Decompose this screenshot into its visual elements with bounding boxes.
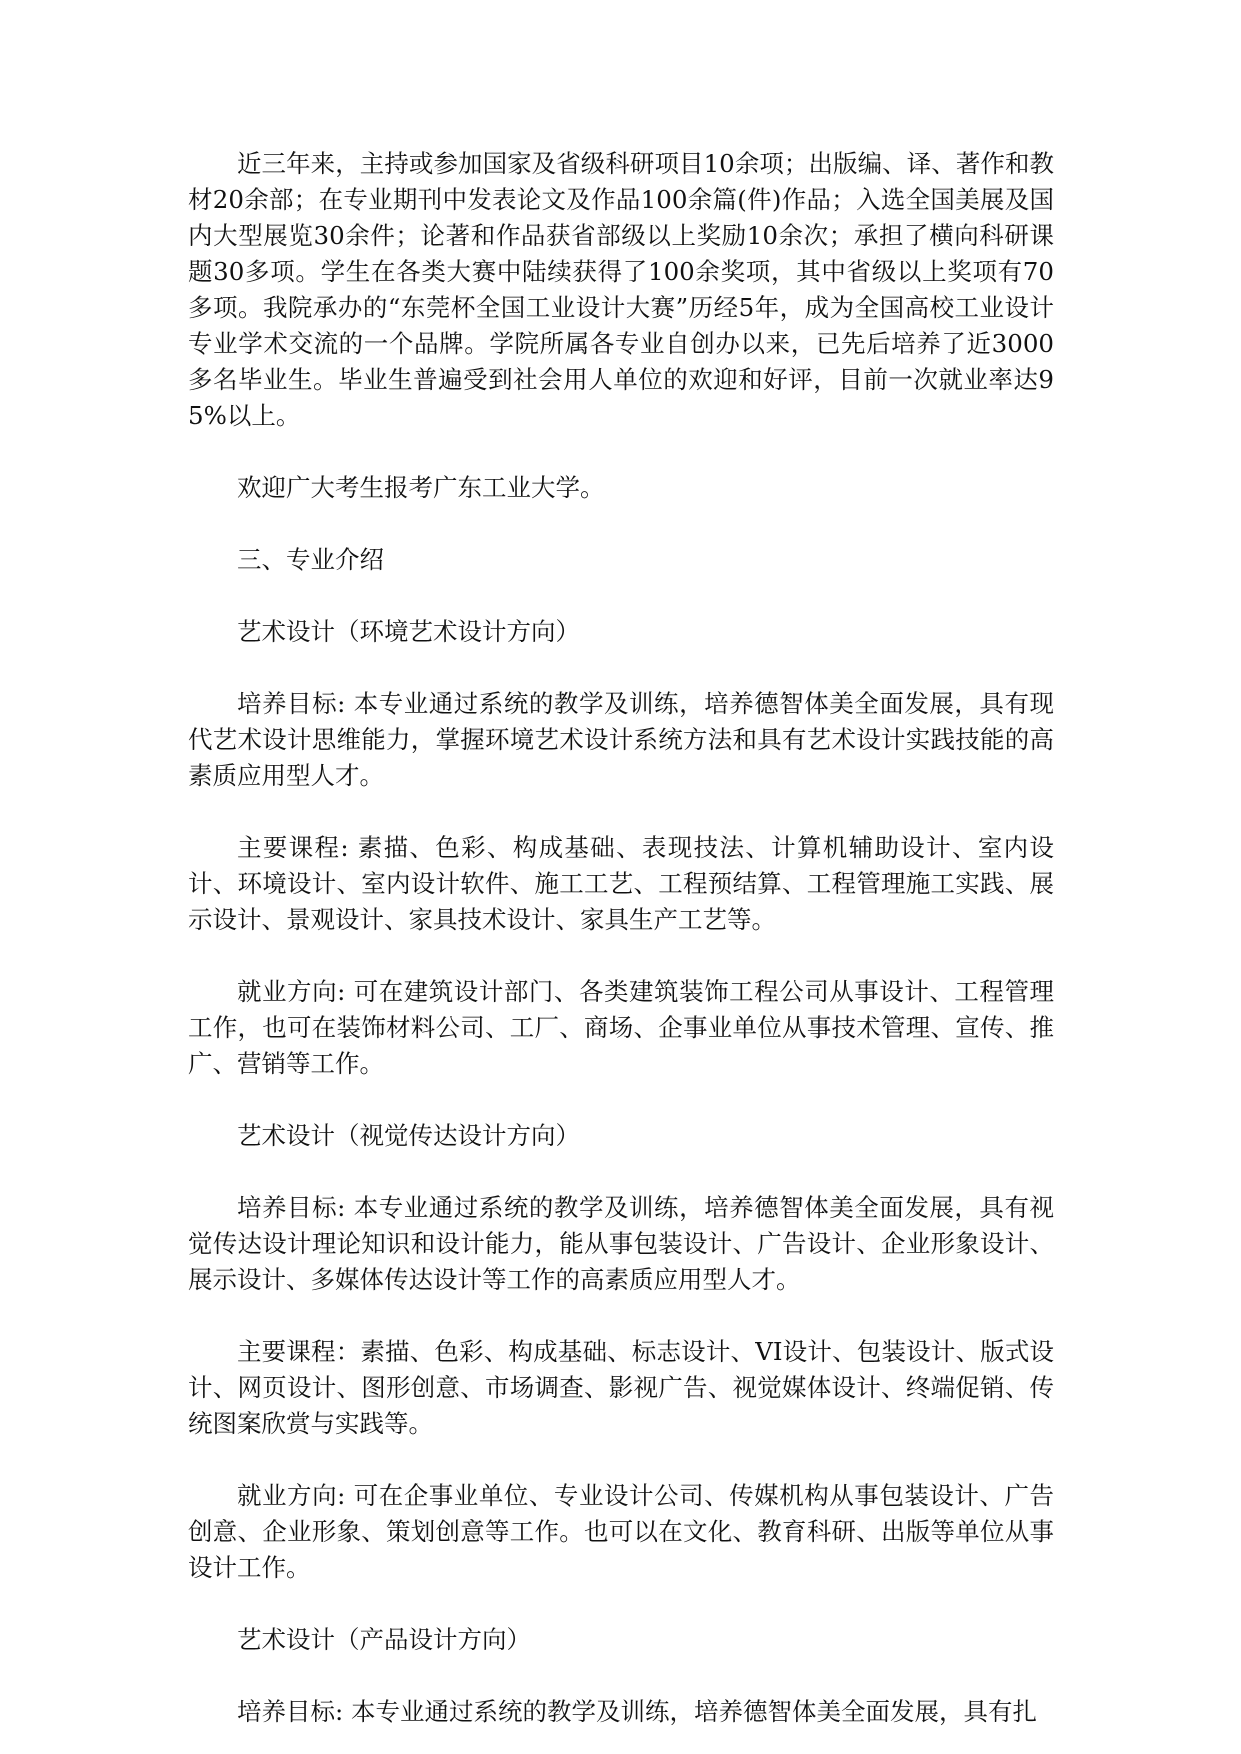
paragraph-env-main-courses: 主要课程: 素描、色彩、构成基础、表现技法、计算机辅助设计、室内设计、环境设计、室内设计软件、施工工艺、工程预结算、工程管理施工实践、展示设计、景观设计、家具技术设计、家具生产工艺等。	[188, 833, 1054, 934]
major-heading-environmental-art: 艺术设计（环境艺术设计方向）	[237, 617, 580, 646]
paragraph-research-achievements: 近三年来，主持或参加国家及省级科研项目10余项；出版编、译、著作和教材20余部；在专业期刊中发表论文及作品100余篇(件)作品；入选全国美展及国内大型展览30余件；论著和作品获省部级以上奖励10余次；承担了横向科研课题30多项。学生在各类大赛中陆续获得了100余奖项，其中省级以上奖项有70多项。我院承办的“东莞杯全国工业设计大赛”历经5年，成为全国高校工业设计专业学术交流的一个品牌。学院所属各专业自创办以来，已先后培养了近3000多名毕业生。毕业生普遍受到社会用人单位的欢迎和好评，目前一次就业率达95%以上。	[188, 149, 1054, 430]
document-page	[188, 146, 1054, 1730]
major-heading-visual-communication: 艺术设计（视觉传达设计方向）	[237, 1121, 580, 1150]
paragraph-env-training-goal: 培养目标: 本专业通过系统的教学及训练，培养德智体美全面发展，具有现代艺术设计思维能力，掌握环境艺术设计系统方法和具有艺术设计实践技能的高素质应用型人才。	[188, 689, 1054, 790]
major-heading-product-design: 艺术设计（产品设计方向）	[237, 1625, 531, 1654]
paragraph-visual-employment: 就业方向: 可在企事业单位、专业设计公司、传媒机构从事包装设计、广告创意、企业形象、策划创意等工作。也可以在文化、教育科研、出版等单位从事设计工作。	[188, 1481, 1054, 1582]
paragraph-visual-main-courses: 主要课程：素描、色彩、构成基础、标志设计、VI设计、包装设计、版式设计、网页设计、图形创意、市场调查、影视广告、视觉媒体设计、终端促销、传统图案欣赏与实践等。	[188, 1337, 1054, 1438]
paragraph-welcome: 欢迎广大考生报考广东工业大学。	[237, 473, 605, 502]
paragraph-visual-training-goal: 培养目标: 本专业通过系统的教学及训练，培养德智体美全面发展，具有视觉传达设计理论知识和设计能力，能从事包装设计、广告设计、企业形象设计、展示设计、多媒体传达设计等工作的高素质应用型人才。	[188, 1193, 1054, 1294]
paragraph-env-employment: 就业方向: 可在建筑设计部门、各类建筑装饰工程公司从事设计、工程管理工作，也可在装饰材料公司、工厂、商场、企事业单位从事技术管理、宣传、推广、营销等工作。	[188, 977, 1054, 1078]
paragraph-product-training-goal: 培养目标: 本专业通过系统的教学及训练，培养德智体美全面发展，具有扎	[237, 1697, 1038, 1726]
section-heading-major-intro: 三、专业介绍	[237, 545, 384, 574]
